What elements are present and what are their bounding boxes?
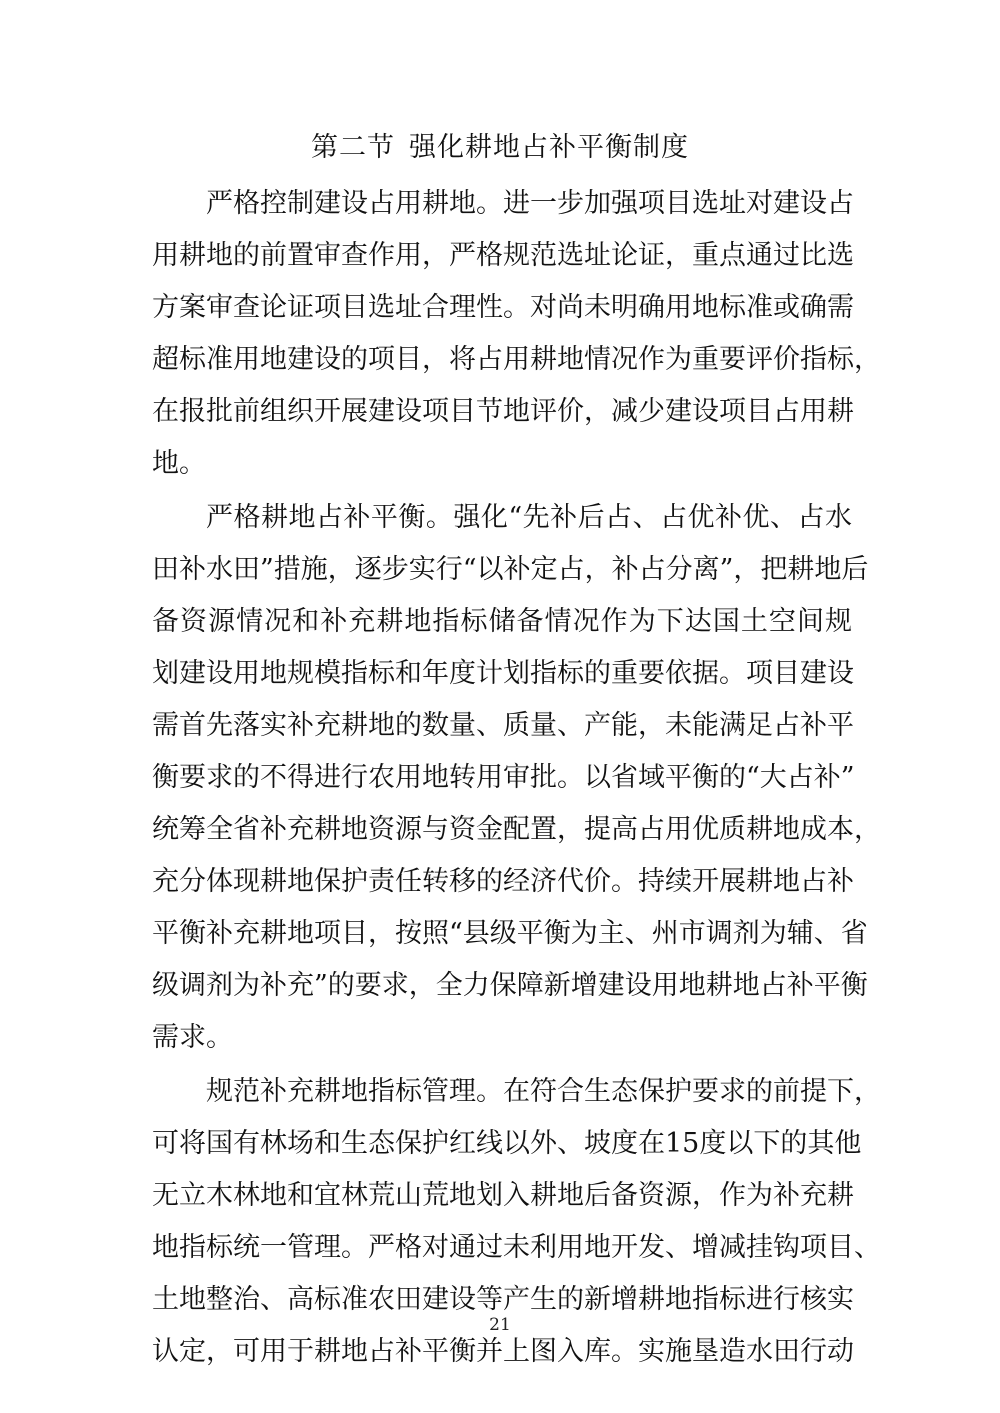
text-line: 统筹全省补充耕地资源与资金配置，提高占用优质耕地成本， <box>152 814 881 845</box>
text-line: 严格耕地占补平衡。强化“先补后占、占优补优、占水 <box>206 502 852 533</box>
paragraph <box>152 492 881 1064</box>
paragraph <box>152 178 881 490</box>
text-line: 地。 <box>152 448 206 479</box>
text-line: 认定，可用于耕地占补平衡并上图入库。实施垦造水田行动 <box>152 1336 854 1367</box>
text-line: 划建设用地规模指标和年度计划指标的重要依据。项目建设 <box>152 658 854 689</box>
text-line: 平衡补充耕地项目，按照“县级平衡为主、州市调剂为辅、省 <box>152 918 868 949</box>
text-line: 可将国有林场和生态保护红线以外、坡度在15度以下的其他 <box>152 1128 862 1159</box>
body-text <box>152 178 881 1380</box>
text-line: 地指标统一管理。严格对通过未利用地开发、增减挂钩项目、 <box>152 1232 881 1263</box>
text-line: 衡要求的不得进行农用地转用审批。以省域平衡的“大占补” <box>152 762 855 793</box>
text-line: 超标准用地建设的项目，将占用耕地情况作为重要评价指标， <box>152 344 881 375</box>
text-line: 需首先落实补充耕地的数量、质量、产能，未能满足占补平 <box>152 710 854 741</box>
text-line: 方案审查论证项目选址合理性。对尚未明确用地标准或确需 <box>152 292 854 323</box>
text-line: 备资源情况和补充耕地指标储备情况作为下达国土空间规 <box>152 606 852 637</box>
text-line: 在报批前组织开展建设项目节地评价，减少建设项目占用耕 <box>152 396 854 427</box>
text-line: 级调剂为补充”的要求，全力保障新增建设用地耕地占补平衡 <box>152 970 868 1001</box>
section-heading <box>0 128 1000 168</box>
page-number: 21 <box>489 1315 511 1335</box>
text-line: 田补水田”措施，逐步实行“以补定占，补占分离”，把耕地后 <box>152 554 869 585</box>
text-line: 土地整治、高标准农田建设等产生的新增耕地指标进行核实 <box>152 1284 854 1315</box>
text-line: 需求。 <box>152 1022 233 1053</box>
text-line: 充分体现耕地保护责任转移的经济代价。持续开展耕地占补 <box>152 866 854 897</box>
section-number: 第二节 <box>311 132 395 163</box>
text-line: 规范补充耕地指标管理。在符合生态保护要求的前提下， <box>206 1076 881 1107</box>
section-title: 强化耕地占补平衡制度 <box>409 132 689 163</box>
text-line: 用耕地的前置审查作用，严格规范选址论证，重点通过比选 <box>152 240 854 271</box>
text-line: 严格控制建设占用耕地。进一步加强项目选址对建设占 <box>206 188 854 219</box>
text-line: 无立木林地和宜林荒山荒地划入耕地后备资源，作为补充耕 <box>152 1180 854 1211</box>
